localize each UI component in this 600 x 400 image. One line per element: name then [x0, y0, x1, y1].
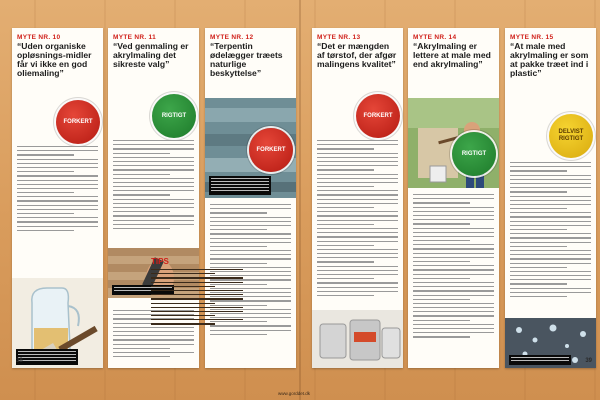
photo-oil-jug-brush [12, 278, 103, 368]
myth-card-15 [505, 28, 596, 368]
myth-card-10 [12, 28, 103, 368]
body-text [413, 194, 494, 341]
body-text [113, 140, 194, 232]
myth-number: MYTE NR. 14 [413, 34, 457, 41]
myth-title: “Ved genmaling er akrylmaling det sikreste valg” [113, 41, 189, 69]
page-number-left: 38 [16, 358, 23, 364]
page-gutter [299, 0, 301, 400]
verdict-stamp: DELVIST RIGTIGT [549, 114, 593, 158]
myth-title: “Akrylmaling er lettere at male med end akrylmaling” [413, 41, 491, 69]
photo-paint-tins [312, 310, 403, 368]
verdict-stamp: FORKERT [56, 100, 100, 144]
tips-title: TIPS [151, 257, 169, 266]
myth-number: MYTE NR. 13 [317, 34, 361, 41]
myth-card-14 [408, 28, 499, 368]
verdict-stamp: RIGTIGT [452, 132, 496, 176]
verdict-stamp: FORKERT [249, 128, 293, 172]
verdict-stamp: FORKERT [356, 94, 400, 138]
myth-number: MYTE NR. 12 [210, 34, 254, 41]
body-text [317, 140, 398, 299]
myth-title: “Uden organiske opløsnings-midler får vi ikke en god oliemaling” [17, 41, 92, 78]
page-number-right: 39 [585, 358, 592, 364]
myth-number: MYTE NR. 11 [113, 34, 157, 41]
myth-title: “Terpentin ødelægger træets naturlige beskyttelse” [210, 41, 283, 78]
body-text [17, 146, 98, 234]
body-text [510, 162, 591, 300]
photo-water-drops [505, 318, 596, 368]
tips-text [151, 269, 243, 328]
tips-box [151, 257, 243, 373]
verdict-stamp: RIGTIGT [152, 94, 196, 138]
photo-caption [16, 349, 78, 365]
photo-caption [509, 355, 571, 365]
myth-number: MYTE NR. 15 [510, 34, 554, 41]
myth-title: “Det er mængden af tørstof, der afgør malingens kvalitet” [317, 41, 397, 69]
myth-title: “At male med akrylmaling er som at pakke træet ind i plastic” [510, 41, 589, 78]
myth-number: MYTE NR. 10 [17, 34, 61, 41]
myth-card-13 [312, 28, 403, 368]
website: www.gorddet.dk [278, 391, 311, 396]
photo-caption [209, 176, 271, 195]
